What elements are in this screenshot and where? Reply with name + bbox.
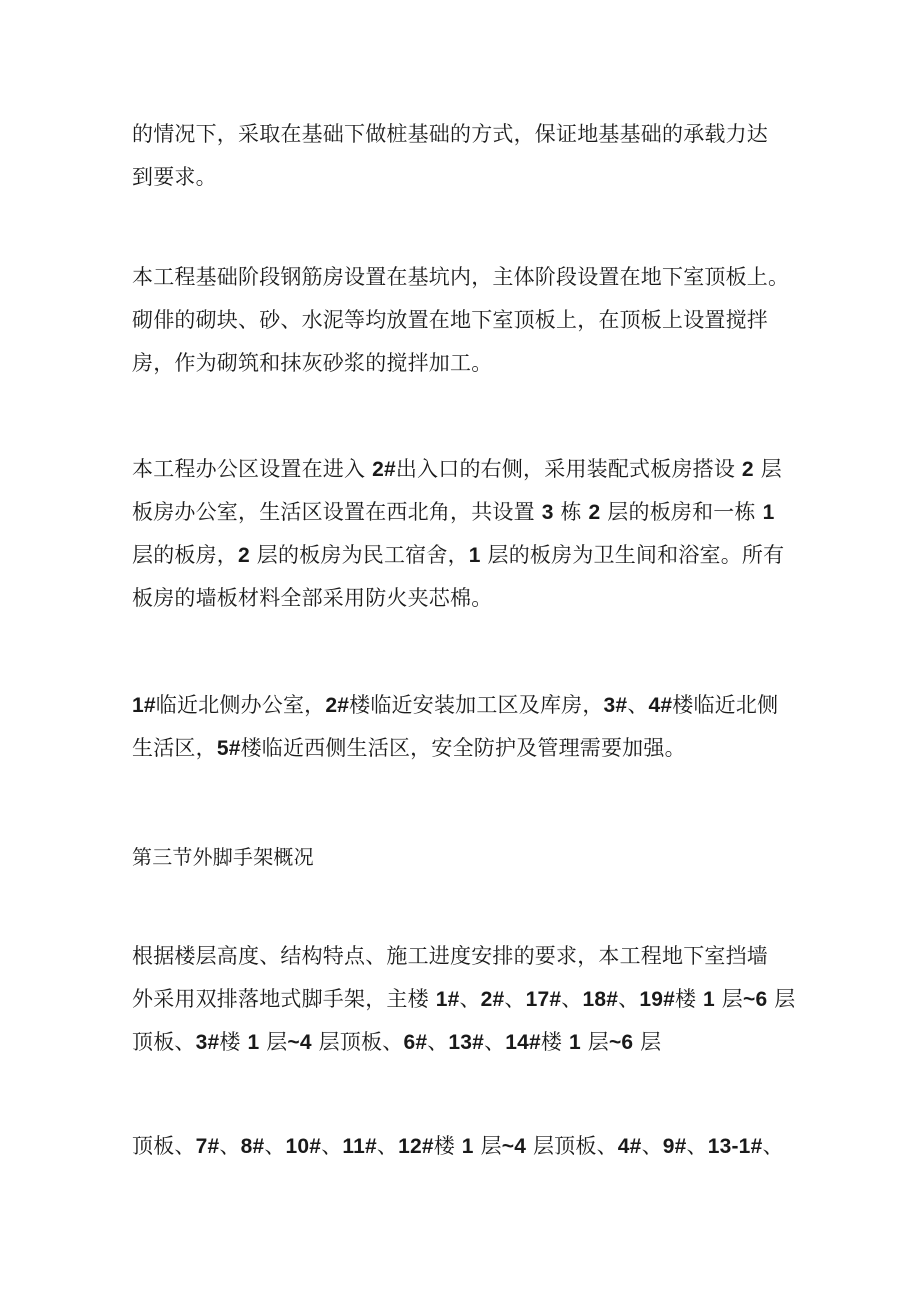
- text-line: 砌俳的砌块、砂、水泥等均放置在地下室顶板上，在顶板上设置搅拌: [132, 308, 768, 332]
- paragraph-scaffolding: [132, 935, 812, 1064]
- text-line: 顶板、3#楼 1 层~4 层顶板、6#、13#、14#楼 1 层~6 层: [132, 1030, 662, 1054]
- paragraph-rebar-house: [132, 256, 812, 385]
- text-line: 的情况下，采取在基础下做桩基础的方式，保证地基基础的承载力达: [132, 122, 768, 146]
- text-line: 本工程基础阶段钢筋房设置在基坑内，主体阶段设置在地下室顶板上。: [132, 265, 790, 289]
- paragraph-foundation: [132, 113, 812, 199]
- text-line: 板房的墙板材料全部采用防火夹芯棉。: [132, 586, 493, 610]
- text-line: 外采用双排落地式脚手架，主楼 1#、2#、17#、18#、19#楼 1 层~6 层: [132, 987, 796, 1011]
- text-line: 第三节外脚手架概况: [132, 845, 314, 869]
- text-line: 1#临近北侧办公室，2#楼临近安装加工区及库房，3#、4#楼临近北侧: [132, 693, 779, 717]
- paragraph-office-area: [132, 448, 812, 620]
- section-heading: [132, 836, 812, 879]
- paragraph-scaffolding-continued: [132, 1125, 812, 1168]
- text-line: 层的板房，2 层的板房为民工宿舍，1 层的板房为卫生间和浴室。所有: [132, 543, 785, 567]
- text-line: 到要求。: [132, 165, 217, 189]
- text-line: 本工程办公区设置在进入 2#出入口的右侧，采用装配式板房搭设 2 层: [132, 457, 782, 481]
- text-line: 板房办公室，生活区设置在西北角，共设置 3 栋 2 层的板房和一栋 1: [132, 500, 775, 524]
- text-line: 顶板、7#、8#、10#、11#、12#楼 1 层~4 层顶板、4#、9#、13-1#、: [132, 1134, 784, 1158]
- text-line: 生活区，5#楼临近西侧生活区，安全防护及管理需要加强。: [132, 736, 686, 760]
- paragraph-building-proximity: [132, 684, 812, 770]
- text-line: 根据楼层高度、结构特点、施工进度安排的要求，本工程地下室挡墙: [132, 944, 768, 968]
- text-line: 房，作为砌筑和抹灰砂浆的搅拌加工。: [132, 351, 493, 375]
